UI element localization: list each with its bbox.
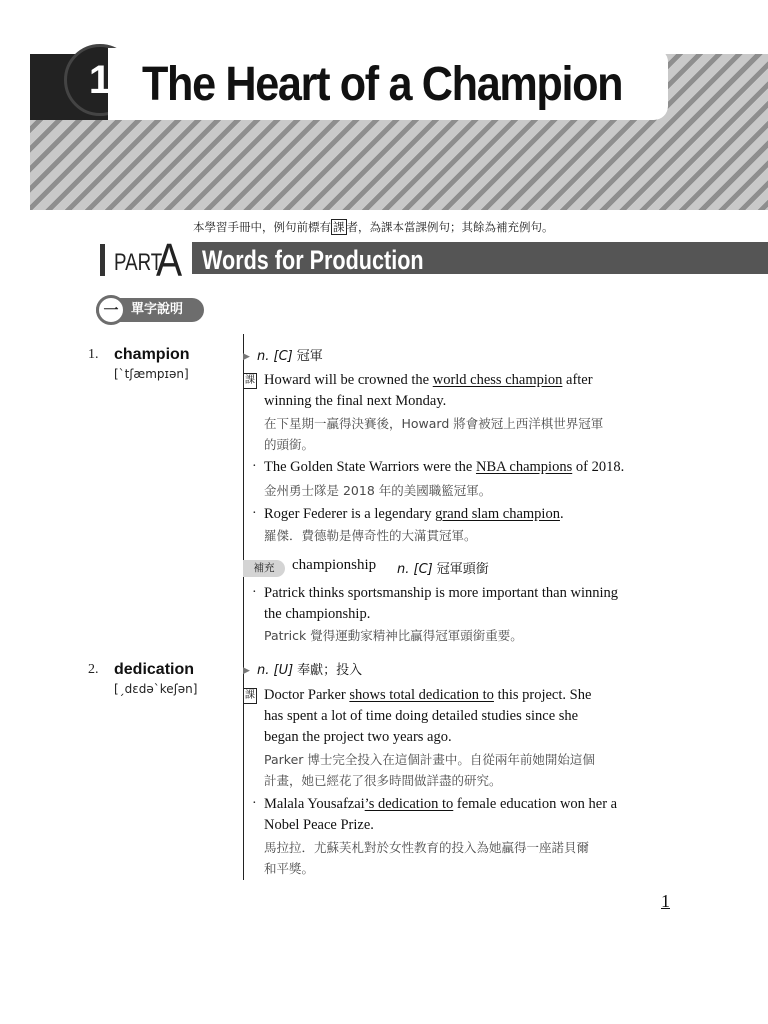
part-title: Words for Production: [202, 245, 424, 275]
sentence-line: has spent a lot of time doing detailed studies since she: [264, 708, 579, 724]
example-sentence: [264, 583, 649, 625]
phonetic: [ˏdɛdəˋkeʃən]: [114, 682, 198, 696]
meaning: 奉獻；投入: [297, 663, 363, 678]
highlighted-phrase: NBA champions: [475, 459, 573, 475]
example-translation: [264, 480, 649, 501]
example-bullet: ·: [252, 796, 257, 811]
supplement-definition: [397, 558, 489, 577]
course-example-tag: 課: [243, 373, 257, 389]
translation-line: 馬拉拉．尤蘇芙札對於女性教育的投入為她贏得一座諾貝爾: [264, 840, 590, 855]
page-number: 1: [661, 891, 670, 911]
headword: dedication: [114, 661, 195, 678]
sentence-line: Doctor Parker shows total dedication to this project. She: [264, 687, 592, 703]
supplement-tag: 補充: [243, 560, 285, 577]
study-notice: [193, 219, 554, 235]
supplement-part-of-speech: n. [C]: [397, 562, 433, 577]
part-label: PART: [114, 249, 163, 276]
entry-number: 1.: [88, 347, 99, 362]
example-bullet: ·: [252, 459, 257, 474]
part-of-speech: n. [C]: [257, 349, 293, 364]
notice-text-after: 者，為課本當課例句；其餘為補充例句。: [346, 220, 554, 234]
translation-line: 和平獎。: [264, 861, 315, 876]
example-sentence: [264, 685, 649, 748]
chapter-number: 1: [88, 58, 112, 102]
definition-line: [243, 659, 362, 678]
sentence-line: Nobel Peace Prize.: [264, 817, 374, 833]
column-divider: [243, 334, 244, 880]
example-sentence: [264, 794, 649, 836]
sentence-line: Malala Yousafzai’s dedication to female education won her a: [264, 796, 618, 812]
translation-line: 金州勇士隊是 2018 年的美國職籃冠軍。: [264, 483, 492, 498]
supplement-word: championship: [292, 557, 377, 573]
example-bullet: ·: [252, 585, 257, 600]
notice-text-before: 本學習手冊中，例句前標有: [193, 220, 331, 234]
sentence-line: the championship.: [264, 606, 371, 622]
example-translation: [264, 525, 649, 546]
headword: champion: [114, 346, 190, 363]
translation-line: 計畫，她已經花了很多時間做詳盡的研究。: [264, 773, 502, 788]
course-marker-sample: 課: [333, 220, 345, 234]
example-sentence: [264, 457, 649, 478]
supplement-meaning: 冠軍頭銜: [436, 562, 489, 577]
definition-line: [243, 345, 323, 364]
section-label: 單字說明: [131, 302, 184, 317]
example-translation: [264, 625, 649, 646]
part-of-speech: n. [U]: [257, 663, 294, 678]
translation-line: 在下星期一贏得決賽後，Howard 將會被冠上西洋棋世界冠軍: [264, 416, 604, 431]
example-sentence: [264, 504, 649, 525]
part-letter: A: [156, 234, 183, 286]
course-example-tag: 課: [243, 688, 257, 704]
phonetic: [ˋtʃæmpɪən]: [114, 367, 189, 381]
triangle-bullet-icon: ▶: [243, 666, 250, 676]
highlighted-phrase: world chess champion: [432, 372, 563, 388]
sentence-line: Roger Federer is a legendary grand slam champion.: [264, 506, 564, 522]
chapter-title: The Heart of a Champion: [142, 58, 623, 111]
highlighted-phrase: ’s dedication to: [364, 796, 454, 812]
sentence-line: The Golden State Warriors were the NBA champions of 2018.: [264, 459, 625, 475]
example-sentence: [264, 370, 649, 412]
triangle-bullet-icon: ▶: [243, 352, 250, 362]
translation-line: Patrick 覺得運動家精神比贏得冠軍頭銜重要。: [264, 628, 523, 643]
part-accent-bar: [100, 244, 105, 276]
example-bullet: ·: [252, 506, 257, 521]
meaning: 冠軍: [296, 349, 323, 364]
sentence-line: began the project two years ago.: [264, 729, 452, 745]
translation-line: 的頭銜。: [264, 437, 315, 452]
sentence-line: winning the final next Monday.: [264, 393, 447, 409]
example-translation: [264, 837, 649, 879]
translation-line: 羅傑．費德勒是傳奇性的大滿貫冠軍。: [264, 528, 477, 543]
highlighted-phrase: grand slam champion: [435, 506, 560, 522]
section-number: 一: [96, 295, 126, 325]
example-translation: [264, 413, 649, 455]
example-translation: [264, 749, 649, 791]
highlighted-phrase: shows total dedication to: [349, 687, 494, 703]
entry-number: 2.: [88, 662, 99, 677]
sentence-line: Howard will be crowned the world chess champion after: [264, 372, 593, 388]
sentence-line: Patrick thinks sportsmanship is more important than winning: [264, 585, 619, 601]
translation-line: Parker 博士完全投入在這個計畫中。自從兩年前她開始這個: [264, 752, 595, 767]
